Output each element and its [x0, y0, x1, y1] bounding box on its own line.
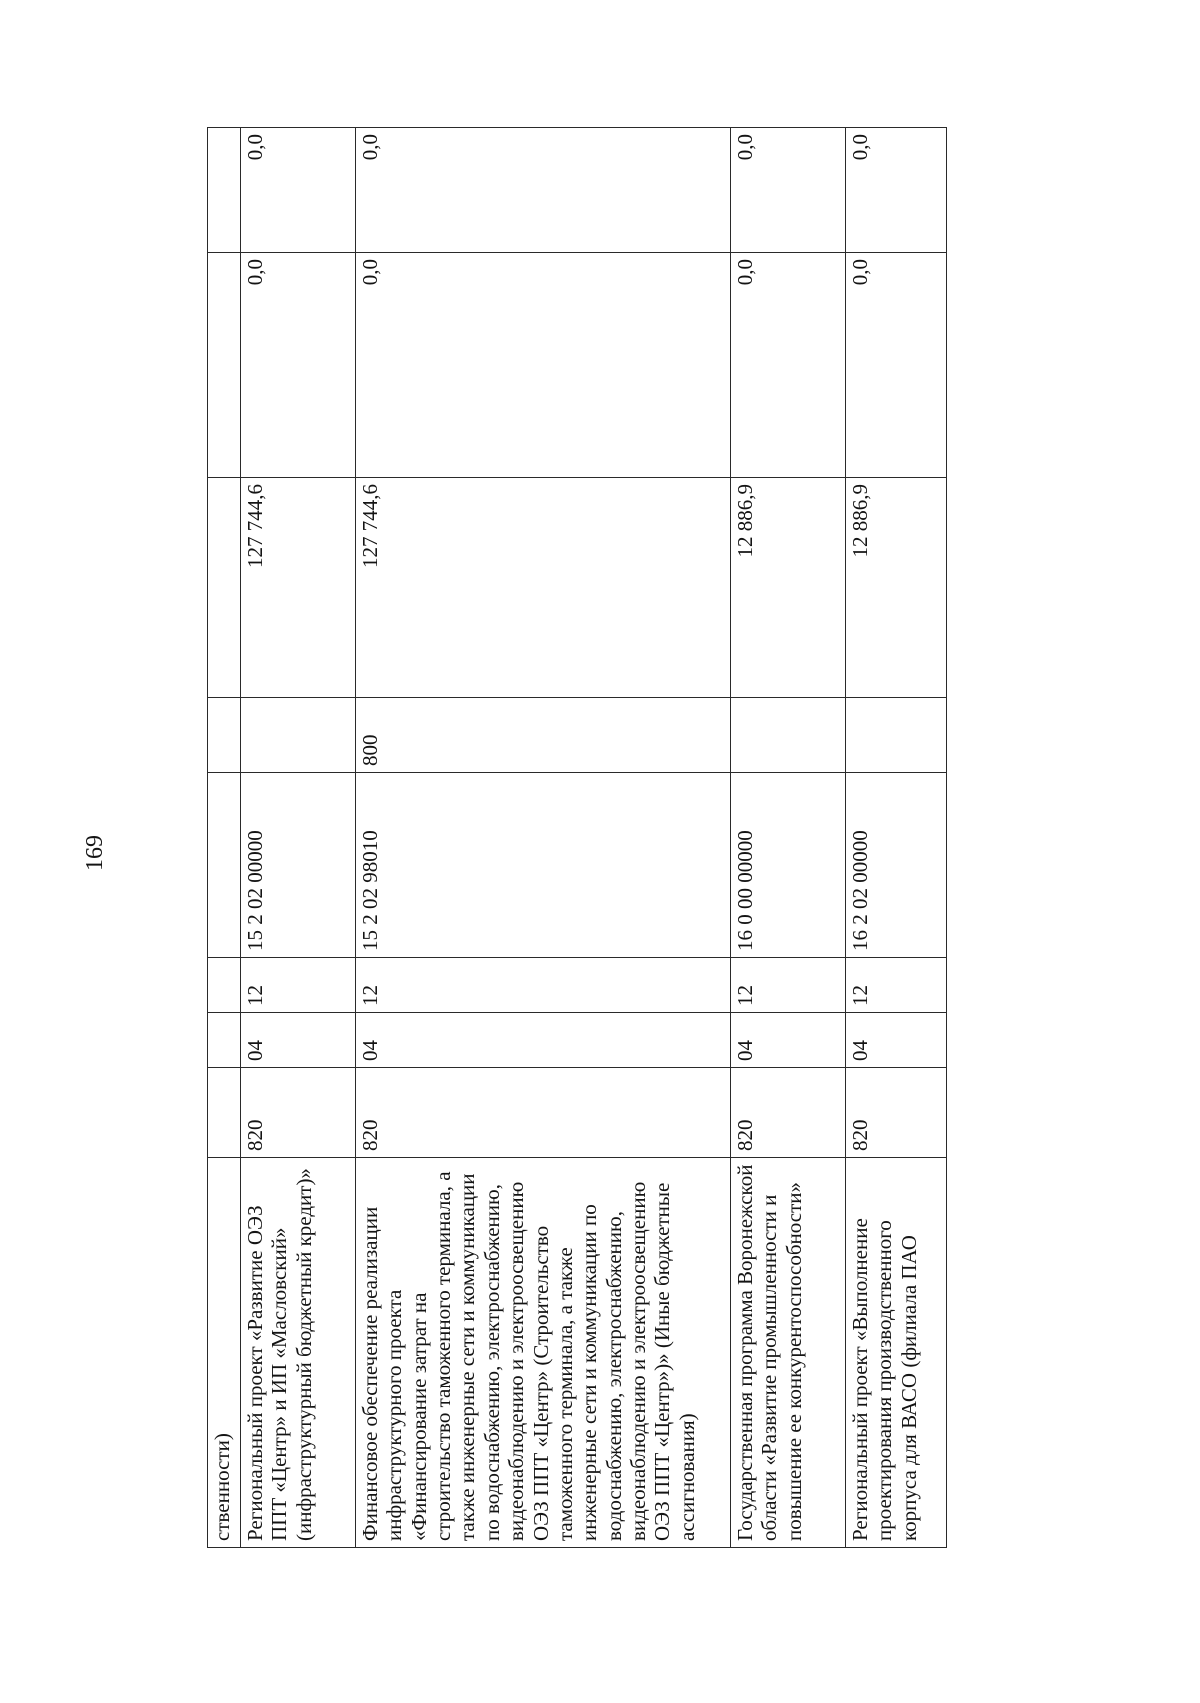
cell-sum3 — [208, 128, 241, 253]
cell-sum2: 0,0 — [241, 253, 356, 478]
table-row — [208, 128, 241, 1548]
cell-csr — [208, 773, 241, 958]
cell-pr — [208, 958, 241, 1013]
table-row — [846, 128, 947, 1548]
cell-rz: 04 — [731, 1013, 846, 1068]
cell-name: Региональный проект «Развитие ОЭЗ ППТ «Центр» и ИП «Масловский» (инфраструктурный бюджетный кредит)» — [241, 1158, 356, 1548]
cell-pr: 12 — [356, 958, 731, 1013]
cell-grbs — [208, 1068, 241, 1158]
cell-vr — [846, 698, 947, 773]
cell-rz: 04 — [356, 1013, 731, 1068]
cell-vr — [208, 698, 241, 773]
cell-csr: 15 2 02 00000 — [241, 773, 356, 958]
cell-sum3: 0,0 — [731, 128, 846, 253]
cell-sum1: 127 744,6 — [241, 478, 356, 698]
cell-sum2 — [208, 253, 241, 478]
cell-sum2: 0,0 — [356, 253, 731, 478]
cell-csr: 16 0 00 00000 — [731, 773, 846, 958]
cell-sum3: 0,0 — [846, 128, 947, 253]
cell-pr: 12 — [241, 958, 356, 1013]
cell-pr: 12 — [846, 958, 947, 1013]
cell-sum3: 0,0 — [241, 128, 356, 253]
cell-grbs: 820 — [846, 1068, 947, 1158]
table-row — [731, 128, 846, 1548]
cell-vr — [731, 698, 846, 773]
cell-vr: 800 — [356, 698, 731, 773]
cell-sum1: 127 744,6 — [356, 478, 731, 698]
cell-name: ственности) — [208, 1158, 241, 1548]
cell-csr: 15 2 02 98010 — [356, 773, 731, 958]
page-number: 169 — [82, 835, 108, 871]
cell-rz: 04 — [846, 1013, 947, 1068]
cell-sum1: 12 886,9 — [731, 478, 846, 698]
cell-sum1: 12 886,9 — [846, 478, 947, 698]
table-row — [356, 128, 731, 1548]
cell-name: Финансовое обеспечение реализации инфраструктурного проекта «Финансирование затрат на строительство таможенного терминала, а также инженерные сети и коммуникации по водоснабжению, электроснабжению, видеонаблюдению и электроосвещению ОЭЗ ППТ «Центр» (Строительство таможенного терминала, а также инженерные сети и коммуникации по водоснабжению, электроснабжению, видеонаблюдению и электроосвещению ОЭЗ ППТ «Центр»)» (Иные бюджетные ассигнования) — [356, 1158, 731, 1548]
cell-grbs: 820 — [731, 1068, 846, 1158]
cell-name: Государственная программа Воронежской области «Развитие промышленности и повышение ее конкурентоспособности» — [731, 1158, 846, 1548]
cell-grbs: 820 — [241, 1068, 356, 1158]
cell-pr: 12 — [731, 958, 846, 1013]
cell-sum2: 0,0 — [846, 253, 947, 478]
cell-grbs: 820 — [356, 1068, 731, 1158]
cell-sum2: 0,0 — [731, 253, 846, 478]
cell-csr: 16 2 02 00000 — [846, 773, 947, 958]
table-row — [241, 128, 356, 1548]
budget-table — [207, 127, 947, 1548]
cell-rz — [208, 1013, 241, 1068]
cell-name: Региональный проект «Выполнение проектирования производственного корпуса для ВАСО (филиала ПАО — [846, 1158, 947, 1548]
cell-sum3: 0,0 — [356, 128, 731, 253]
cell-vr — [241, 698, 356, 773]
cell-rz: 04 — [241, 1013, 356, 1068]
cell-sum1 — [208, 478, 241, 698]
